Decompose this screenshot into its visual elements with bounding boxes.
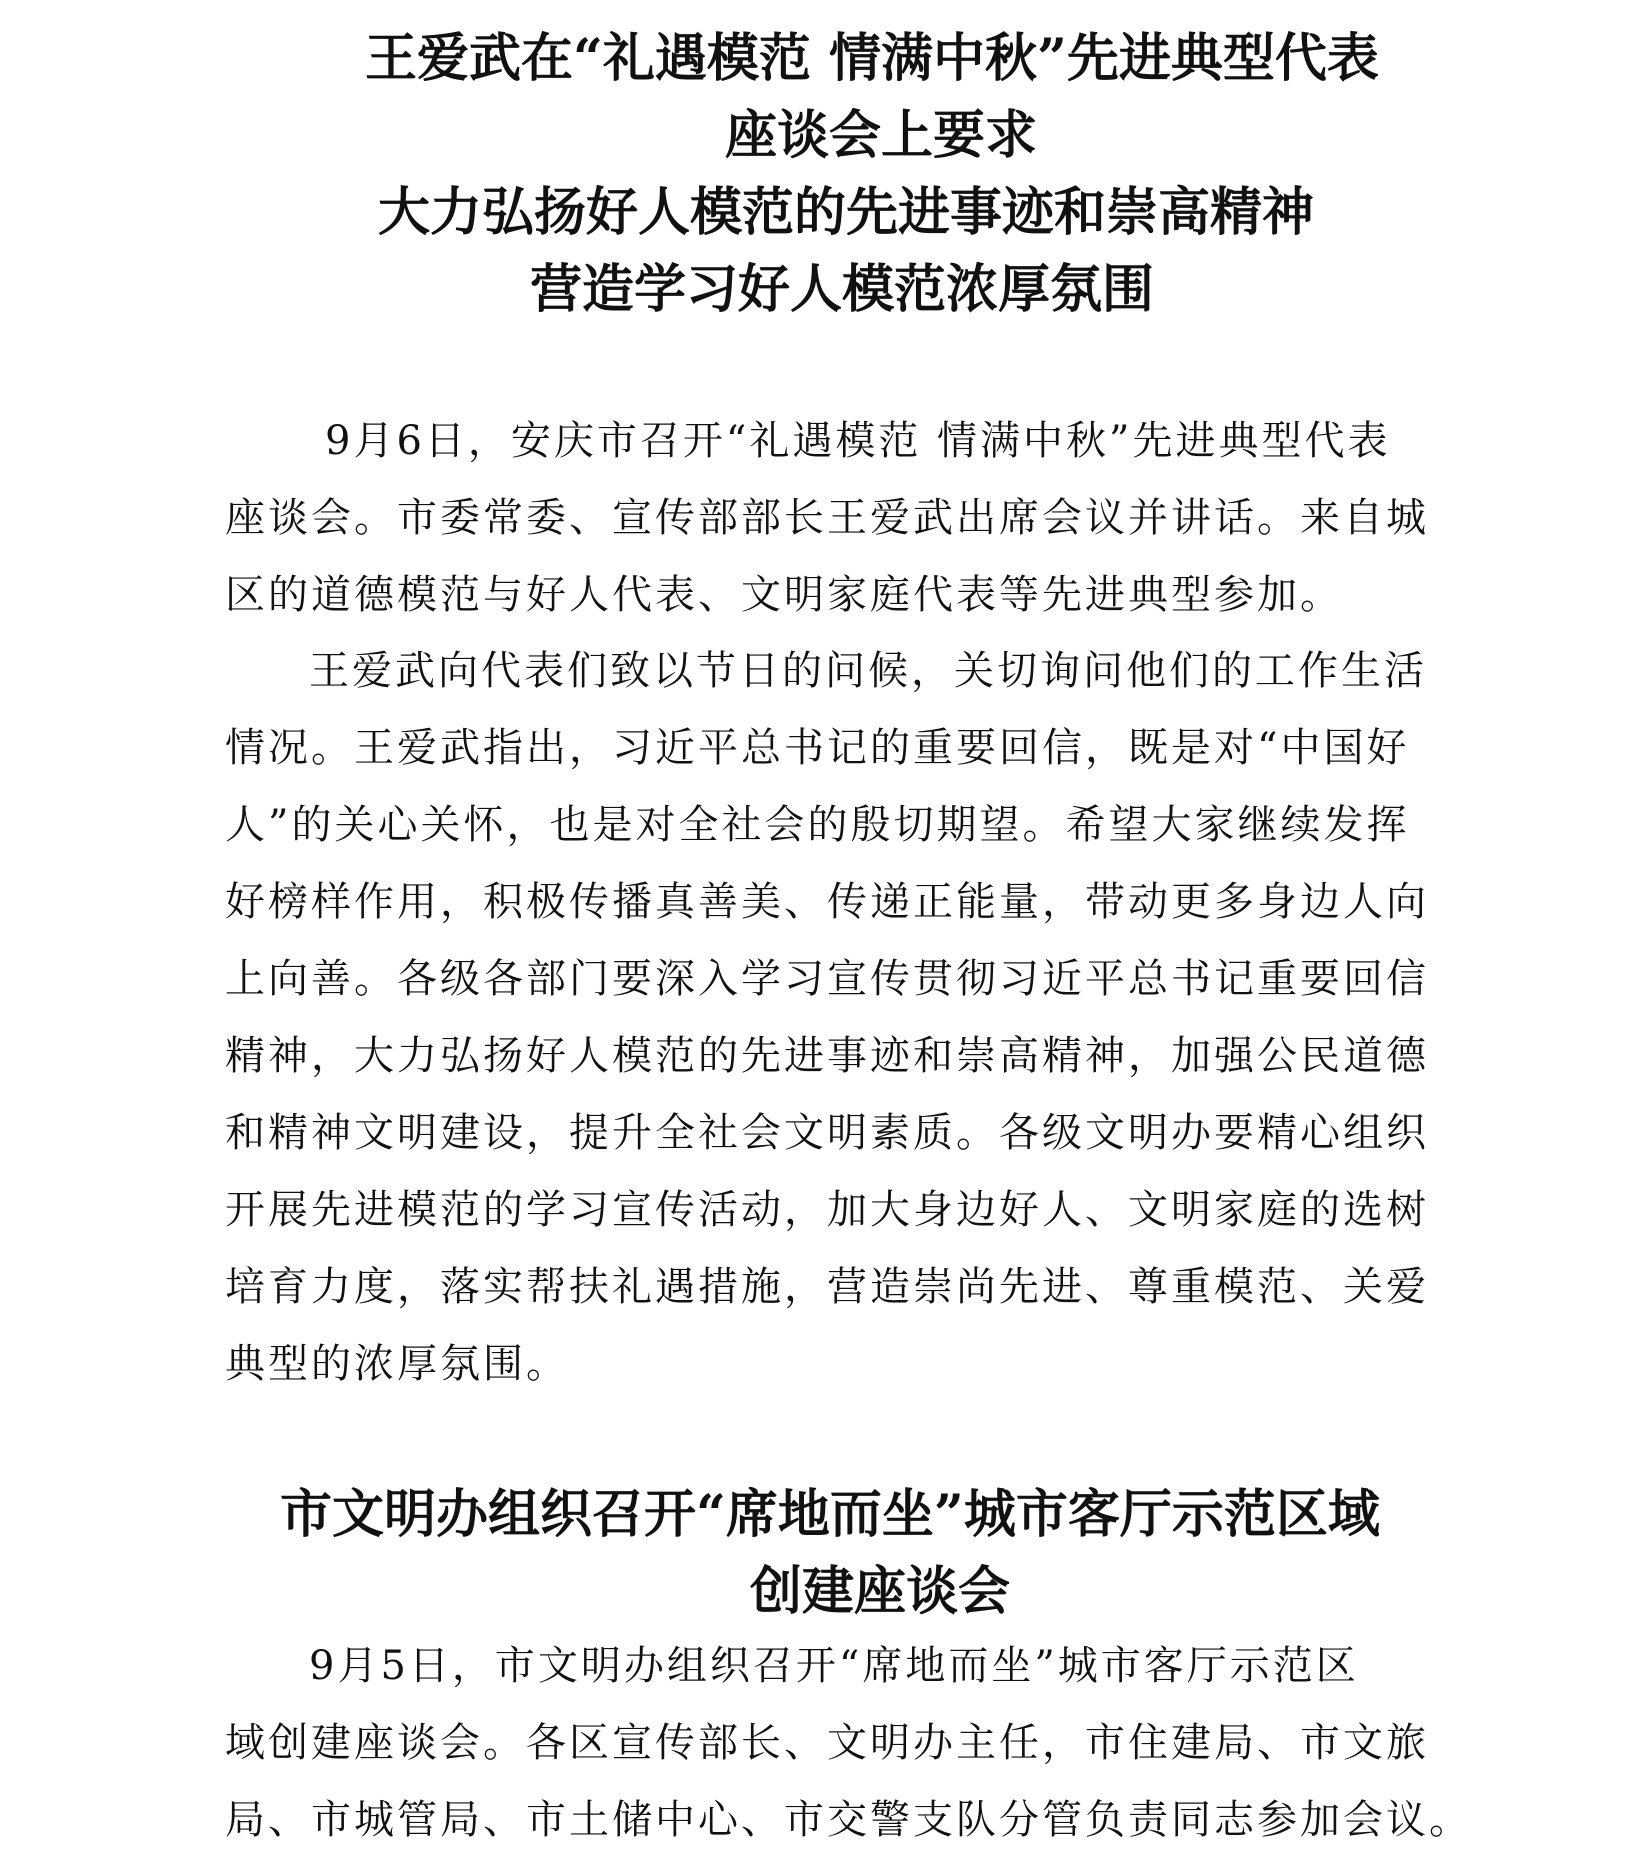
text-line: 区的道德模范与好人代表、文明家庭代表等先进典型参加。 xyxy=(225,572,1343,618)
text-line: 王爱武向代表们致以节日的问候，关切询问他们的工作生活 xyxy=(309,648,1427,694)
text-line: 人”的关心关怀，也是对全社会的殷切期望。希望大家继续发挥 xyxy=(225,802,1410,848)
text-line: 情况。王爱武指出，习近平总书记的重要回信，既是对“中国好 xyxy=(225,725,1410,771)
text-line: 9月5日，市文明办组织召开“席地而坐”城市客厅示范区 xyxy=(309,1643,1359,1689)
article1-title-line-3: 大力弘扬好人模范的先进事迹和崇高精神 xyxy=(378,182,1315,243)
text-line: 精神，大力弘扬好人模范的先进事迹和崇高精神，加强公民道德 xyxy=(225,1033,1429,1079)
text-line: 典型的浓厚氛围。 xyxy=(225,1341,569,1387)
article2-paragraph-1 xyxy=(225,1628,1472,1859)
text-line: 上向善。各级各部门要深入学习宣传贯彻习近平总书记重要回信 xyxy=(225,956,1429,1002)
text-line: 局、市城管局、市土储中心、市交警支队分管负责同志参加会议。 xyxy=(225,1797,1472,1843)
text-line: 开展先进模范的学习宣传活动，加大身边好人、文明家庭的选树 xyxy=(225,1187,1429,1233)
article1-title-line-2: 座谈会上要求 xyxy=(725,105,1038,166)
text-line: 和精神文明建设，提升全社会文明素质。各级文明办要精心组织 xyxy=(225,1110,1429,1156)
text-line: 培育力度，落实帮扶礼遇措施，营造崇尚先进、尊重模范、关爱 xyxy=(225,1264,1429,1310)
text-line: 域创建座谈会。各区宣传部长、文明办主任，市住建局、市文旅 xyxy=(225,1720,1429,1766)
article1-paragraph-1 xyxy=(225,403,1450,634)
article2-title-line-1: 市文明办组织召开“席地而坐”城市客厅示范区域 xyxy=(280,1484,1380,1545)
article2-title-line-2: 创建座谈会 xyxy=(750,1561,1011,1622)
text-line: 好榜样作用，积极传播真善美、传递正能量，带动更多身边人向 xyxy=(225,879,1429,925)
article1-paragraph-2 xyxy=(225,633,1450,1403)
text-line: 座谈会。市委常委、宣传部部长王爱武出席会议并讲话。来自城 xyxy=(225,495,1429,541)
article1-title-line-4: 营造学习好人模范浓厚氛围 xyxy=(530,259,1155,320)
article1-title-line-1: 王爱武在“礼遇模范 情满中秋”先进典型代表 xyxy=(365,28,1379,89)
text-line: 9月6日，安庆市召开“礼遇模范 情满中秋”先进典型代表 xyxy=(325,418,1391,464)
